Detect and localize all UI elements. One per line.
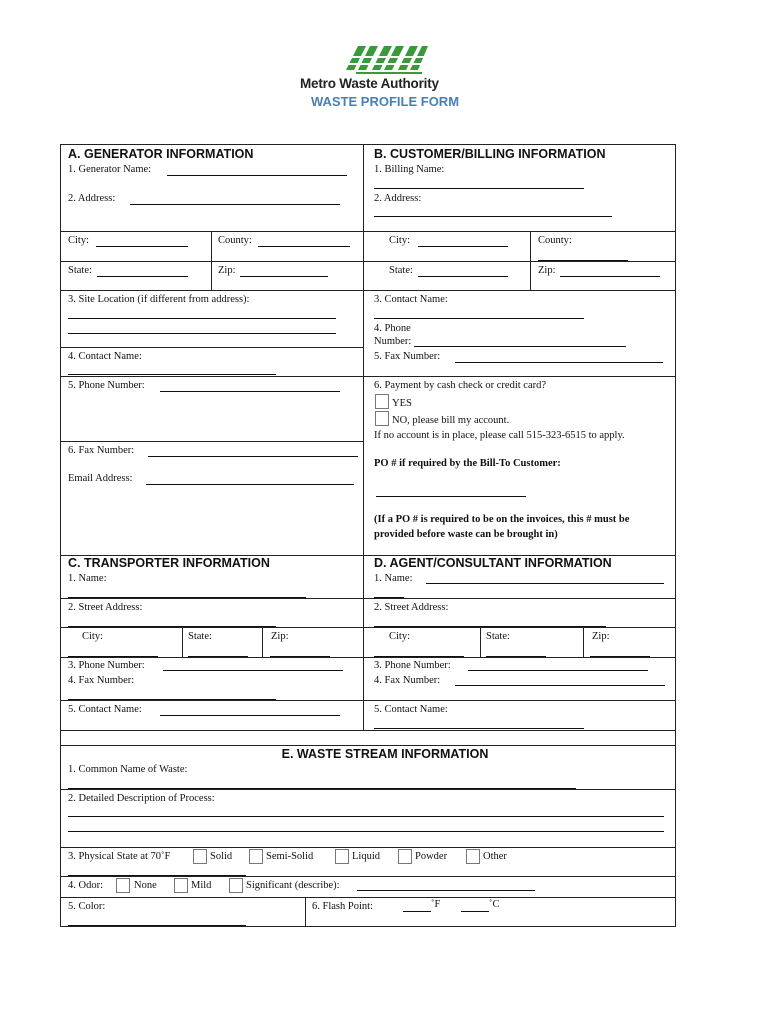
odor-significant-label: Significant (describe): xyxy=(246,880,340,891)
flash-point-label: 6. Flash Point: xyxy=(312,901,373,912)
odor-significant-checkbox[interactable] xyxy=(229,878,243,893)
payment-no-label: NO, please bill my account. xyxy=(392,415,510,426)
odor-mild-label: Mild xyxy=(191,880,212,891)
c-state-field[interactable] xyxy=(188,656,248,657)
po-field[interactable] xyxy=(376,496,526,497)
physical-state-underline xyxy=(68,875,246,876)
payment-yes-label: YES xyxy=(392,398,412,409)
odor-none-label: None xyxy=(134,880,157,891)
description-field-1[interactable] xyxy=(68,816,664,817)
c-name-label: 1. Name: xyxy=(68,573,107,584)
a-address-field[interactable] xyxy=(130,204,340,205)
section-e-heading: E. WASTE STREAM INFORMATION xyxy=(281,747,489,761)
section-d-heading: D. AGENT/CONSULTANT INFORMATION xyxy=(374,556,612,570)
semi-solid-checkbox[interactable] xyxy=(249,849,263,864)
a-state-label: State: xyxy=(68,265,92,276)
c-fax-label: 4. Fax Number: xyxy=(68,675,135,686)
generator-name-label: 1. Generator Name: xyxy=(68,164,152,175)
d-zip-field[interactable] xyxy=(590,656,650,657)
billing-name-label: 1. Billing Name: xyxy=(374,164,445,175)
semi-solid-label: Semi-Solid xyxy=(266,851,314,862)
site-location-field-2[interactable] xyxy=(68,333,336,334)
payment-question: 6. Payment by cash check or credit card? xyxy=(374,380,547,391)
b-contact-name-label: 3. Contact Name: xyxy=(374,294,448,305)
b-city-field[interactable] xyxy=(418,246,508,247)
a-county-field[interactable] xyxy=(258,246,350,247)
metro-waste-logo xyxy=(344,44,428,76)
d-fax-field[interactable] xyxy=(455,685,665,686)
email-label: Email Address: xyxy=(68,473,133,484)
account-note: If no account is in place, please call 515-323-6515 to apply. xyxy=(374,430,625,441)
po-label: PO # if required by the Bill-To Customer: xyxy=(374,458,561,469)
site-location-label: 3. Site Location (if different from address): xyxy=(68,294,250,305)
b-county-label: County: xyxy=(538,235,572,246)
flash-point-c-field[interactable] xyxy=(461,911,489,912)
powder-checkbox[interactable] xyxy=(398,849,412,864)
b-phone-field[interactable] xyxy=(414,346,626,347)
b-zip-label: Zip: xyxy=(538,265,556,276)
b-state-label: State: xyxy=(389,265,413,276)
liquid-checkbox[interactable] xyxy=(335,849,349,864)
c-city-label: City: xyxy=(82,631,104,642)
d-city-field[interactable] xyxy=(374,656,464,657)
payment-yes-checkbox[interactable] xyxy=(375,394,389,409)
odor-mild-checkbox[interactable] xyxy=(174,878,188,893)
d-city-label: City: xyxy=(389,631,411,642)
a-contact-name-label: 4. Contact Name: xyxy=(68,351,142,362)
c-street-label: 2. Street Address: xyxy=(68,602,143,613)
d-contact-label: 5. Contact Name: xyxy=(374,704,448,715)
flash-point-c-unit: ˚C xyxy=(489,899,500,910)
description-field-2[interactable] xyxy=(68,831,664,832)
a-contact-name-field[interactable] xyxy=(68,374,276,375)
b-address-field[interactable] xyxy=(374,216,612,217)
d-contact-field[interactable] xyxy=(374,728,584,729)
flash-point-f-field[interactable] xyxy=(403,911,431,912)
c-zip-field[interactable] xyxy=(270,656,330,657)
b-zip-field[interactable] xyxy=(560,276,660,277)
a-state-field[interactable] xyxy=(97,276,188,277)
c-phone-field[interactable] xyxy=(163,670,343,671)
section-a-heading: A. GENERATOR INFORMATION xyxy=(68,147,254,161)
common-name-field[interactable] xyxy=(68,788,576,789)
b-city-label: City: xyxy=(389,235,411,246)
d-state-field[interactable] xyxy=(486,656,546,657)
c-city-field[interactable] xyxy=(68,656,158,657)
color-field[interactable] xyxy=(68,925,246,926)
b-county-field[interactable] xyxy=(538,260,628,261)
solid-label: Solid xyxy=(210,851,233,862)
c-phone-label: 3. Phone Number: xyxy=(68,660,145,671)
other-label: Other xyxy=(483,851,507,862)
liquid-label: Liquid xyxy=(352,851,380,862)
d-name-label: 1. Name: xyxy=(374,573,413,584)
odor-label: 4. Odor: xyxy=(68,880,103,891)
po-note-2: provided before waste can be brought in) xyxy=(374,529,558,540)
d-street-field[interactable] xyxy=(374,626,606,627)
d-name-field-2[interactable] xyxy=(374,597,404,598)
c-contact-field[interactable] xyxy=(160,715,340,716)
a-city-label: City: xyxy=(68,235,90,246)
b-state-field[interactable] xyxy=(418,276,508,277)
powder-label: Powder xyxy=(415,851,448,862)
d-state-label: State: xyxy=(486,631,510,642)
section-c-heading: C. TRANSPORTER INFORMATION xyxy=(68,556,270,570)
generator-name-field[interactable] xyxy=(167,175,347,176)
payment-no-checkbox[interactable] xyxy=(375,411,389,426)
other-checkbox[interactable] xyxy=(466,849,480,864)
b-fax-label: 5. Fax Number: xyxy=(374,351,441,362)
a-phone-field[interactable] xyxy=(160,391,340,392)
email-field[interactable] xyxy=(146,484,354,485)
c-zip-label: Zip: xyxy=(271,631,289,642)
b-phone-label-2: Number: xyxy=(374,336,412,347)
flash-point-f-unit: ˚F xyxy=(431,899,441,910)
c-street-field[interactable] xyxy=(68,626,276,627)
a-fax-label: 6. Fax Number: xyxy=(68,445,135,456)
billing-name-field[interactable] xyxy=(374,188,584,189)
common-name-label: 1. Common Name of Waste: xyxy=(68,764,188,775)
a-county-label: County: xyxy=(218,235,252,246)
color-label: 5. Color: xyxy=(68,901,106,912)
brand-name: Metro Waste Authority xyxy=(300,76,439,91)
odor-describe-field[interactable] xyxy=(357,890,535,891)
b-fax-field[interactable] xyxy=(455,362,663,363)
description-label: 2. Detailed Description of Process: xyxy=(68,793,215,804)
form-title: WASTE PROFILE FORM xyxy=(310,94,460,109)
solid-checkbox[interactable] xyxy=(193,849,207,864)
d-phone-label: 3. Phone Number: xyxy=(374,660,451,671)
a-fax-field[interactable] xyxy=(148,456,358,457)
c-fax-field[interactable] xyxy=(68,699,276,700)
c-state-label: State: xyxy=(188,631,212,642)
d-fax-label: 4. Fax Number: xyxy=(374,675,441,686)
d-phone-field[interactable] xyxy=(468,670,648,671)
c-contact-label: 5. Contact Name: xyxy=(68,704,142,715)
a-address-label: 2. Address: xyxy=(68,193,116,204)
a-zip-field[interactable] xyxy=(240,276,328,277)
site-location-field-1[interactable] xyxy=(68,318,336,319)
odor-none-checkbox[interactable] xyxy=(116,878,130,893)
c-name-field[interactable] xyxy=(68,597,306,598)
po-note-1: (If a PO # is required to be on the invoices, this # must be xyxy=(374,514,630,525)
d-name-field[interactable] xyxy=(426,583,664,584)
a-phone-label: 5. Phone Number: xyxy=(68,380,145,391)
d-street-label: 2. Street Address: xyxy=(374,602,449,613)
b-phone-label-1: 4. Phone xyxy=(374,323,411,334)
a-city-field[interactable] xyxy=(96,246,188,247)
d-zip-label: Zip: xyxy=(592,631,610,642)
physical-state-label: 3. Physical State at 70˚F xyxy=(68,851,171,862)
b-address-label: 2. Address: xyxy=(374,193,422,204)
a-zip-label: Zip: xyxy=(218,265,236,276)
b-contact-name-field[interactable] xyxy=(374,318,584,319)
section-b-heading: B. CUSTOMER/BILLING INFORMATION xyxy=(374,147,606,161)
